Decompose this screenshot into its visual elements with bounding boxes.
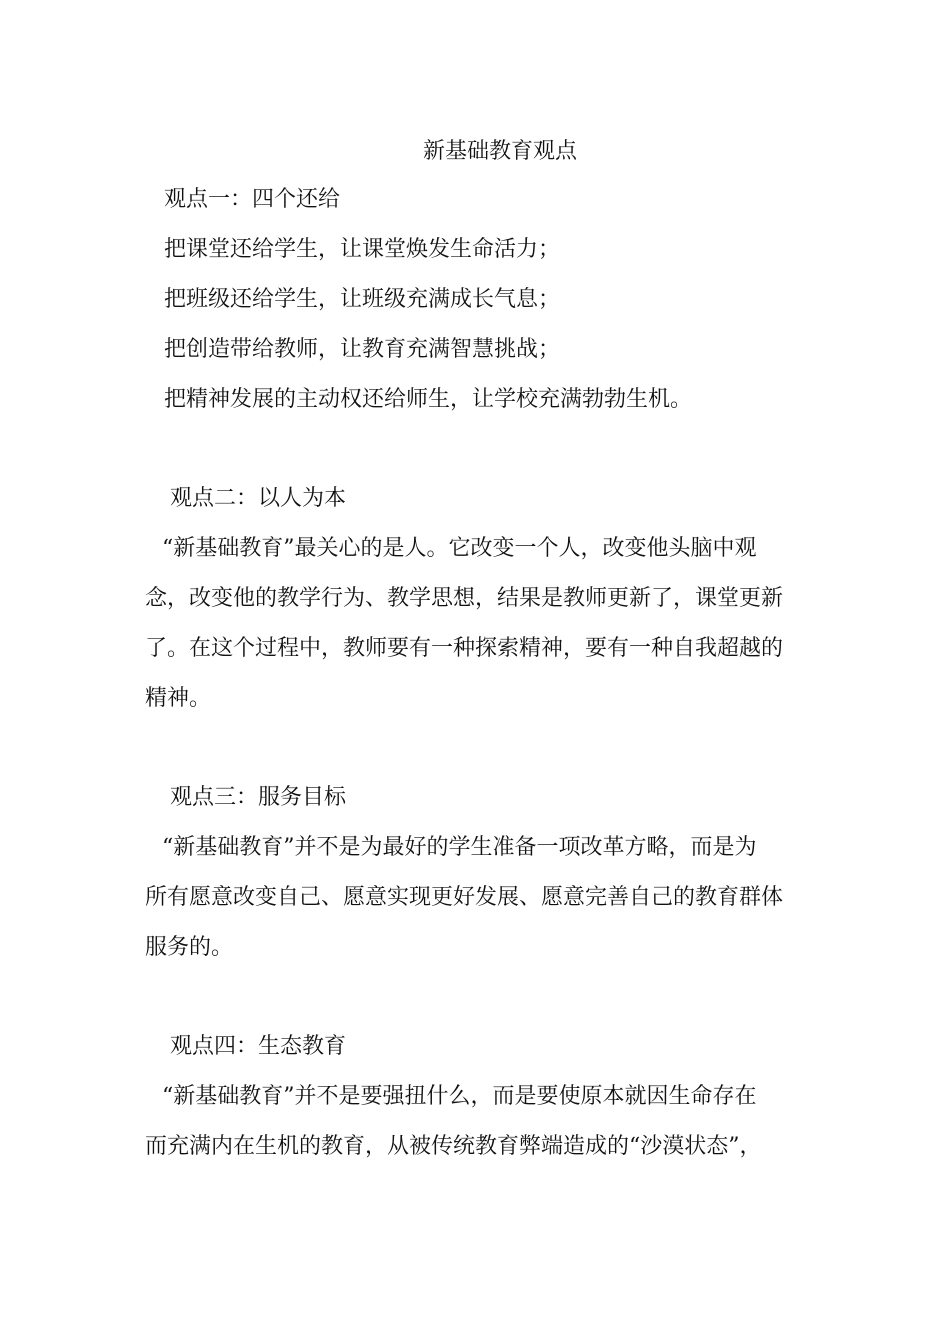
section1-item: 把精神发展的主动权还给师生，让学校充满勃勃生机。 [164, 387, 693, 412]
section2-line: 念，改变他的教学行为、教学思想，结果是教师更新了，课堂更新 [145, 586, 784, 611]
section2-heading: 观点二：以人为本 [170, 486, 347, 511]
section3-line: 服务的。 [145, 935, 234, 960]
section3-line: 所有愿意改变自己、愿意实现更好发展、愿意完善自己的教育群体 [145, 885, 784, 910]
section2-line: 精神。 [145, 686, 212, 711]
section1-item: 把班级还给学生，让班级充满成长气息； [164, 287, 561, 312]
section3-heading: 观点三：服务目标 [170, 785, 347, 810]
section3-line: “新基础教育”并不是为最好的学生准备一项改革方略，而是为 [162, 835, 757, 860]
section4-line: “新基础教育”并不是要强扭什么，而是要使原本就因生命存在 [162, 1084, 757, 1109]
section4-line: 而充满内在生机的教育，从被传统教育弊端造成的“沙漠状态”， [145, 1134, 762, 1159]
section1-item: 把创造带给教师，让教育充满智慧挑战； [164, 337, 561, 362]
document-title: 新基础教育观点 [422, 139, 577, 164]
section2-line: 了。在这个过程中，教师要有一种探索精神，要有一种自我超越的 [145, 636, 784, 661]
section4-heading: 观点四：生态教育 [170, 1034, 347, 1059]
section1-heading: 观点一：四个还给 [164, 187, 341, 212]
section2-line: “新基础教育”最关心的是人。它改变一个人，改变他头脑中观 [162, 536, 757, 561]
section1-item: 把课堂还给学生，让课堂焕发生命活力； [164, 237, 561, 262]
